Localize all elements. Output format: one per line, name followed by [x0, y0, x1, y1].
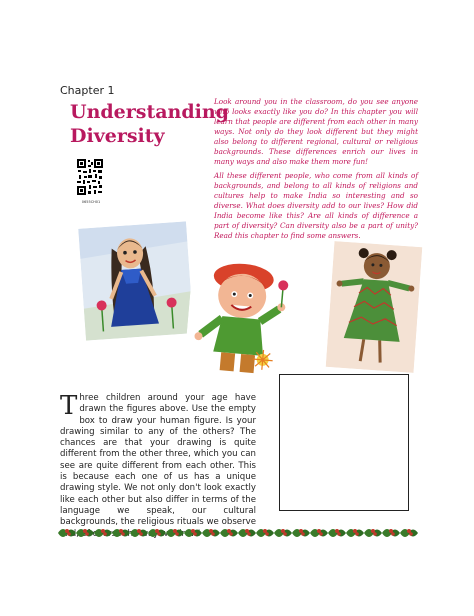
intro-text [214, 97, 418, 245]
intro-paragraph-1: Look around you in the classroom, do you see anyone who looks exactly like you do? In this chapter you will learn that people are different from each other in many ways. Not only do they look different but they might also belong to different regional, cultural or religious backgrounds. These differences enrich our lives in many ways and also make them more fun! [214, 97, 418, 166]
chapter-label: Chapter 1 [60, 84, 115, 97]
child-drawing-girl-green-dress [326, 241, 423, 373]
activity-paragraph: hree children around your age have drawn the figures above. Use the empty box to draw your human figure. Is your drawing similar to any of the others? The chances are that your drawing is quite different from the other three, which you can see are quite different from each other. This is because each one of us has a unique drawing style. We not only don't look exactly like each other but also differ in terms of the language we speak, our cultural backgrounds, the religious rituals we observe [60, 393, 256, 528]
qr-code-icon[interactable] [76, 158, 104, 196]
child-drawing-boy-green-shirt [183, 257, 303, 384]
holly-border-decoration [58, 524, 420, 542]
chapter-title [70, 100, 229, 148]
child-drawing-girl-blue-dress [78, 221, 194, 340]
chapter-title-line-1: Understanding [70, 101, 229, 123]
qr-code-label: 0655CH01 [81, 200, 101, 204]
drawing-box[interactable] [279, 374, 409, 511]
chapter-title-line-2: Diversity [70, 125, 165, 147]
activity-text [60, 393, 256, 540]
intro-paragraph-2: All these different people, who come from all kinds of backgrounds, and belong to all kinds of religions and cultures help to make India so interesting and so diverse. What does diversity add to our lives? How did India become like this? Are all kinds of difference a part of diversity? Can diversity also be a part of unity? Read this chapter to find some answers. [214, 171, 418, 240]
drop-cap: T [60, 391, 78, 421]
